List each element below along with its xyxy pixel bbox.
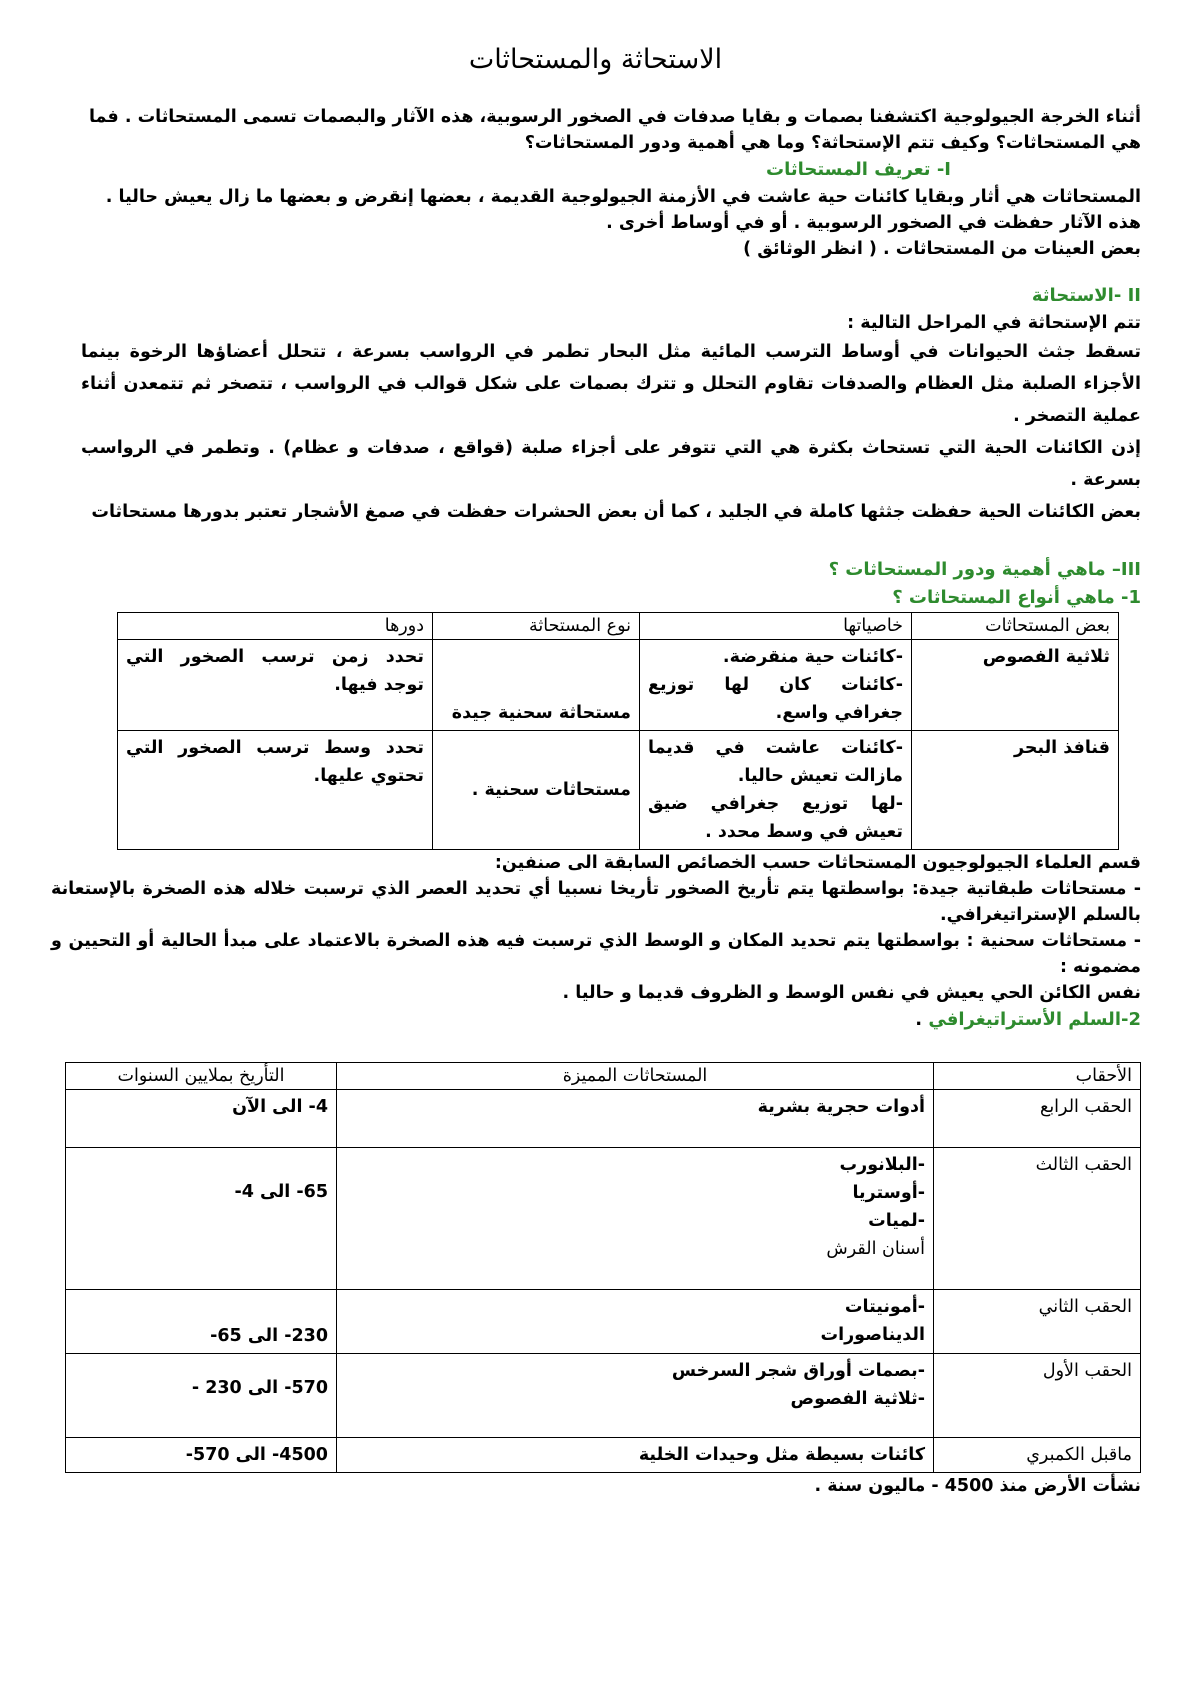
table-row bbox=[66, 1290, 1141, 1354]
era-date bbox=[66, 1354, 337, 1438]
era-name: الحقب الثاني bbox=[934, 1290, 1141, 1354]
era-fossils bbox=[337, 1148, 934, 1290]
fossilization-para-3: بعض الكائنات الحية حفظت جثثها كاملة في الجليد ، كما أن بعض الحشرات حفظت في صمغ الأشجار تعتبر بدورها مستحاثات bbox=[91, 502, 1141, 522]
table-row bbox=[66, 1354, 1141, 1438]
trait-line: -لها توزيع جغرافي ضيق تعيش في وسط محدد . bbox=[648, 794, 903, 842]
table-header-row bbox=[66, 1063, 1141, 1090]
section-3-heading: III– ماهي أهمية ودور المستحاثات ؟ bbox=[828, 559, 1141, 580]
era-fossils bbox=[337, 1354, 934, 1438]
classification-intro: قسم العلماء الجيولوجيون المستحاثات حسب الخصائص السابقة الى صنفين: bbox=[494, 853, 1141, 873]
table-header-row bbox=[118, 613, 1119, 640]
fossil-item: -البلانورب bbox=[839, 1155, 925, 1175]
table-row bbox=[66, 1090, 1141, 1148]
era-fossils bbox=[337, 1090, 934, 1148]
fossil-type: مستحاثة سحنية جيدة bbox=[433, 640, 640, 731]
table-row bbox=[118, 640, 1119, 731]
fossil-item: كائنات بسيطة مثل وحيدات الخلية bbox=[638, 1445, 925, 1465]
classification-facies: - مستحاثات سحنية : بواسطتها يتم تحديد المكان و الوسط الذي ترسبت فيه هذه الصخرة بالاعتماد على مبدأ الحالية أو التحيين و مضمونه : bbox=[51, 931, 1141, 977]
document-body bbox=[51, 104, 1141, 1499]
fossilization-intro: تتم الإستحاثة في المراحل التالية : bbox=[847, 313, 1141, 333]
column-header: المستحاثات المميزة bbox=[337, 1063, 934, 1090]
fossil-item: -بصمات أوراق شجر السرخس bbox=[671, 1361, 925, 1381]
table-row bbox=[66, 1148, 1141, 1290]
table-row bbox=[118, 731, 1119, 850]
fossil-item: الديناصورات bbox=[820, 1325, 925, 1345]
era-name: ماقبل الكمبري bbox=[934, 1438, 1141, 1473]
definition-line-3: بعض العينات من المستحاثات . ( انظر الوثائق ) bbox=[743, 239, 1141, 259]
era-date-text: 570- الى 230 - bbox=[191, 1378, 328, 1398]
earth-formation-note: نشأت الأرض منذ 4500 - ماليون سنة . bbox=[814, 1476, 1141, 1496]
fossil-item: -ثلاثية الفصوص bbox=[790, 1389, 925, 1409]
definition-line-1: المستحاثات هي أثار وبقايا كائنات حية عاشت في الأزمنة الجيولوجية القديمة ، بعضها إنقرض و بعضها ما زال يعيش حاليا . bbox=[105, 187, 1141, 207]
era-fossils bbox=[337, 1290, 934, 1354]
section-3-sub-2-line bbox=[51, 1006, 1141, 1034]
intro-line-1: أثناء الخرجة الجيولوجية اكتشفنا بصمات و بقايا صدفات في الصخور الرسوبية، هذه الآثار والبصمات تسمى المستحاثات . فما bbox=[88, 107, 1141, 127]
fossil-item: أدوات حجرية بشرية bbox=[757, 1097, 925, 1117]
column-header: خاصياتها bbox=[640, 613, 912, 640]
era-date-text: 65- الى 4- bbox=[234, 1182, 328, 1202]
era-name: الحقب الأول bbox=[934, 1354, 1141, 1438]
fossil-item: -أوستريا bbox=[852, 1183, 925, 1203]
fossil-type: مستحاثات سحنية . bbox=[433, 731, 640, 850]
classification-stratigraphic: - مستحاثات طبقاتية جيدة: بواسطتها يتم تأريخ الصخور تأريخا نسبيا أي تحديد العصر الذي ترسبت خلاله هذه الصخرة بالإستعانة بالسلم الإستراتيغرافي. bbox=[51, 879, 1141, 925]
page-title: الاستحاثة والمستحاثات bbox=[468, 44, 723, 75]
fossil-role: تحدد وسط ترسب الصخور التي تحتوي عليها. bbox=[118, 731, 433, 850]
intro-line-2: هي المستحاثات؟ وكيف تتم الإستحاثة؟ وما هي أهمية ودور المستحاثات؟ bbox=[524, 133, 1141, 153]
fossil-types-table bbox=[117, 612, 1119, 850]
era-date: 230- الى 65- bbox=[66, 1290, 337, 1354]
fossil-traits bbox=[640, 731, 912, 850]
fossil-name: ثلاثية الفصوص bbox=[912, 640, 1119, 731]
trait-line: -كائنات عاشت في قديما مازالت تعيش حاليا. bbox=[648, 738, 903, 786]
fossilization-para-1: تسقط جثث الحيوانات في أوساط الترسب المائية مثل البحار تطمر في الرواسب بسرعة ، تتحلل أعضاؤها الرخوة بينما الأجزاء الصلبة مثل العظام والصدفات تقاوم التحلل و تترك بصمات على شكل قوالب في الرواسب ، تتصخر ثم تتمعدن أثناء عملية التصخر . bbox=[81, 342, 1141, 426]
fossil-traits bbox=[640, 640, 912, 731]
era-date: 4500- الى 570- bbox=[66, 1438, 337, 1473]
section-3-sub-2: 2-السلم الأستراتيغرافي bbox=[928, 1009, 1141, 1030]
fossilization-para-2: إذن الكائنات الحية التي تستحاث بكثرة هي التي تتوفر على أجزاء صلبة (قواقع ، صدفات و عظام) . وتطمر في الرواسب بسرعة . bbox=[81, 438, 1141, 490]
column-header: نوع المستحاثة bbox=[433, 613, 640, 640]
column-header: بعض المستحاثات bbox=[912, 613, 1119, 640]
section-3-sub-2-dot: . bbox=[915, 1009, 923, 1030]
definition-line-2: هذه الآثار حفظت في الصخور الرسوبية . أو في أوساط أخرى . bbox=[606, 213, 1141, 233]
table-row bbox=[66, 1438, 1141, 1473]
section-2-heading: II -الاستحاثة bbox=[1031, 285, 1141, 306]
trait-line: -كائنات حية منقرضة. bbox=[722, 647, 903, 667]
fossil-name: قنافذ البحر bbox=[912, 731, 1119, 850]
section-1-heading: I- تعريف المستحاثات bbox=[765, 159, 951, 180]
column-header: التأريخ بملايين السنوات bbox=[66, 1063, 337, 1090]
era-name: الحقب الثالث bbox=[934, 1148, 1141, 1290]
column-header: دورها bbox=[118, 613, 433, 640]
fossil-item: أسنان القرش bbox=[826, 1239, 925, 1259]
fossil-role: تحدد زمن ترسب الصخور التي توجد فيها. bbox=[118, 640, 433, 731]
fossil-item: -لميات bbox=[868, 1211, 925, 1231]
actualism-principle: نفس الكائن الحي يعيش في نفس الوسط و الظروف قديما و حاليا . bbox=[562, 983, 1141, 1003]
column-header: الأحقاب bbox=[934, 1063, 1141, 1090]
trait-line: -كائنات كان لها توزيع جغرافي واسع. bbox=[648, 675, 903, 723]
stratigraphic-scale-table bbox=[65, 1062, 1141, 1473]
section-3-sub-1: 1- ماهي أنواع المستحاثات ؟ bbox=[892, 587, 1141, 608]
era-date bbox=[66, 1148, 337, 1290]
era-name: الحقب الرابع bbox=[934, 1090, 1141, 1148]
era-fossils bbox=[337, 1438, 934, 1473]
fossil-item: -أمونيتات bbox=[844, 1297, 925, 1317]
era-date: 4- الى الآن bbox=[66, 1090, 337, 1148]
